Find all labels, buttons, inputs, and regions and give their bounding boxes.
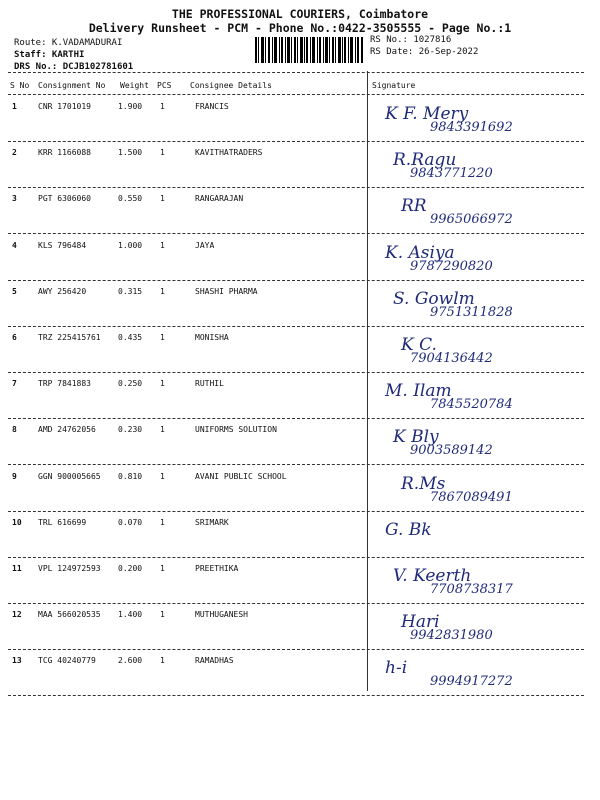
table-row — [0, 281, 600, 327]
col-header-consignment: Consignment No — [38, 81, 106, 90]
cell-weight: 0.230 — [118, 425, 143, 435]
cell-consignment: TCG 40240779 — [38, 656, 96, 666]
cell-weight: 0.250 — [118, 379, 143, 389]
cell-pcs: 1 — [160, 610, 165, 620]
col-header-pcs: PCS — [157, 81, 172, 90]
table-row — [0, 373, 600, 419]
handwritten-signature: R.Ms — [401, 473, 446, 494]
cell-pcs: 1 — [160, 286, 165, 296]
cell-consignment: AMD 24762056 — [38, 425, 96, 435]
cell-weight: 0.200 — [118, 564, 143, 573]
cell-consignee: RAMADHAS — [195, 656, 234, 666]
cell-sno: 13 — [12, 656, 22, 666]
cell-weight: 2.600 — [118, 656, 143, 666]
drs-number: DRS No.: DCJB102781601 — [14, 62, 134, 72]
handwritten-signature: M. Ilam — [385, 381, 452, 402]
handwritten-phone: 9843391692 — [430, 120, 513, 135]
cell-sno: 8 — [12, 425, 17, 435]
cell-sno: 7 — [12, 379, 17, 389]
cell-consignment: VPL 124972593 — [38, 564, 101, 573]
handwritten-phone: 9965066972 — [430, 212, 513, 228]
cell-consignee: SHASHI PHARMA — [195, 286, 258, 296]
cell-weight: 0.315 — [118, 286, 143, 296]
cell-sno: 1 — [12, 102, 17, 111]
handwritten-signature: R.Ragu — [393, 150, 457, 171]
cell-weight: 0.550 — [118, 194, 143, 204]
cell-pcs: 1 — [160, 148, 165, 158]
col-header-sno: S No — [10, 81, 30, 90]
handwritten-signature: V. Keerth — [393, 566, 472, 586]
cell-weight: 1.900 — [118, 102, 143, 111]
handwritten-phone: 9843771220 — [410, 166, 493, 182]
cell-consignment: AWY 256420 — [38, 286, 87, 296]
staff-label: Staff: KARTHI — [14, 50, 85, 60]
table-row — [0, 466, 600, 512]
handwritten-phone: 7904136442 — [410, 351, 493, 366]
cell-weight: 1.500 — [118, 148, 143, 158]
table-top-rule — [8, 72, 584, 73]
cell-weight: 0.810 — [118, 471, 143, 481]
cell-consignee: RANGARAJAN — [195, 194, 244, 204]
cell-consignment: TRZ 225415761 — [38, 333, 101, 342]
cell-consignee: UNIFORMS SOLUTION — [195, 425, 277, 435]
cell-consignment: GGN 900005665 — [38, 471, 101, 481]
handwritten-signature: S. Gowlm — [393, 288, 475, 309]
cell-weight: 0.070 — [118, 517, 143, 527]
cell-pcs: 1 — [160, 517, 165, 527]
row-separator — [8, 695, 584, 696]
cell-sno: 5 — [12, 286, 17, 296]
cell-pcs: 1 — [160, 240, 165, 250]
cell-consignment: KRR 1166088 — [38, 148, 91, 158]
cell-consignee: MONISHA — [195, 333, 229, 342]
cell-consignee: MUTHUGANESH — [195, 610, 248, 620]
cell-sno: 10 — [12, 517, 22, 527]
handwritten-phone: 9787290820 — [410, 258, 493, 274]
cell-sno: 3 — [12, 194, 17, 204]
table-row — [0, 558, 600, 604]
handwritten-phone: 7708738317 — [430, 582, 513, 597]
cell-consignee: RUTHIL — [195, 379, 224, 389]
table-row — [0, 96, 600, 142]
cell-weight: 1.000 — [118, 240, 143, 250]
cell-consignment: KLS 796484 — [38, 240, 87, 250]
handwritten-signature: K C. — [401, 335, 437, 355]
company-title: THE PROFESSIONAL COURIERS, Coimbatore — [171, 7, 429, 21]
cell-pcs: 1 — [160, 471, 165, 481]
cell-pcs: 1 — [160, 379, 165, 389]
handwritten-signature: h-i — [385, 658, 408, 679]
cell-consignment: TRL 616699 — [38, 517, 87, 527]
cell-pcs: 1 — [160, 102, 165, 111]
cell-consignee: AVANI PUBLIC SCHOOL — [195, 471, 287, 481]
cell-consignee: JAYA — [195, 240, 215, 250]
cell-sno: 11 — [12, 564, 22, 573]
table-row — [0, 604, 600, 650]
handwritten-phone: 9994917272 — [430, 674, 513, 690]
cell-consignee: PREETHIKA — [195, 564, 239, 573]
cell-sno: 9 — [12, 471, 17, 481]
table-row — [0, 142, 600, 188]
table-row — [0, 327, 600, 373]
cell-consignee: SRIMARK — [195, 517, 229, 527]
cell-consignment: PGT 6306060 — [38, 194, 91, 204]
cell-consignment: TRP 7841883 — [38, 379, 91, 389]
table-row — [0, 419, 600, 465]
col-header-signature: Signature — [372, 81, 416, 90]
cell-sno: 6 — [12, 333, 17, 342]
handwritten-signature: K Bly — [393, 427, 439, 448]
handwritten-phone: 7867089491 — [430, 489, 513, 505]
cell-sno: 4 — [12, 240, 17, 250]
handwritten-phone: 7845520784 — [430, 397, 513, 413]
col-header-consignee: Consignee Details — [190, 81, 272, 90]
cell-pcs: 1 — [160, 564, 165, 573]
rs-number: RS No.: 1027816 — [370, 35, 452, 45]
table-row — [0, 650, 600, 696]
handwritten-phone: 9942831980 — [410, 628, 493, 644]
cell-sno: 2 — [12, 148, 17, 158]
col-header-weight: Weight — [120, 81, 149, 90]
handwritten-signature: RR — [401, 196, 427, 217]
cell-consignment: MAA 566020535 — [38, 610, 101, 620]
handwritten-signature: Hari — [401, 612, 440, 633]
cell-sno: 12 — [12, 610, 22, 620]
handwritten-phone: 9751311828 — [430, 304, 513, 320]
barcode-graphic — [255, 37, 363, 63]
cell-weight: 0.435 — [118, 333, 143, 342]
cell-consignee: FRANCIS — [195, 102, 229, 111]
handwritten-signature: K F. Mery — [385, 104, 469, 124]
cell-weight: 1.400 — [118, 610, 143, 620]
cell-consignment: CNR 1701019 — [38, 102, 91, 111]
cell-pcs: 1 — [160, 333, 165, 342]
rs-date: RS Date: 26-Sep-2022 — [370, 47, 479, 57]
table-row — [0, 188, 600, 234]
cell-pcs: 1 — [160, 194, 165, 204]
handwritten-phone: 9003589142 — [410, 443, 493, 459]
cell-consignee: KAVITHATRADERS — [195, 148, 263, 158]
handwritten-signature: G. Bk — [385, 519, 432, 540]
cell-pcs: 1 — [160, 656, 165, 666]
table-row — [0, 235, 600, 281]
cell-pcs: 1 — [160, 425, 165, 435]
runsheet-subtitle: Delivery Runsheet - PCM - Phone No.:0422-3505555 - Page No.:1 — [88, 21, 512, 35]
route-label: Route: K.VADAMADURAI — [14, 38, 123, 48]
table-row — [0, 512, 600, 558]
handwritten-signature: K. Asiya — [385, 242, 455, 263]
header-bottom-rule — [8, 94, 584, 95]
